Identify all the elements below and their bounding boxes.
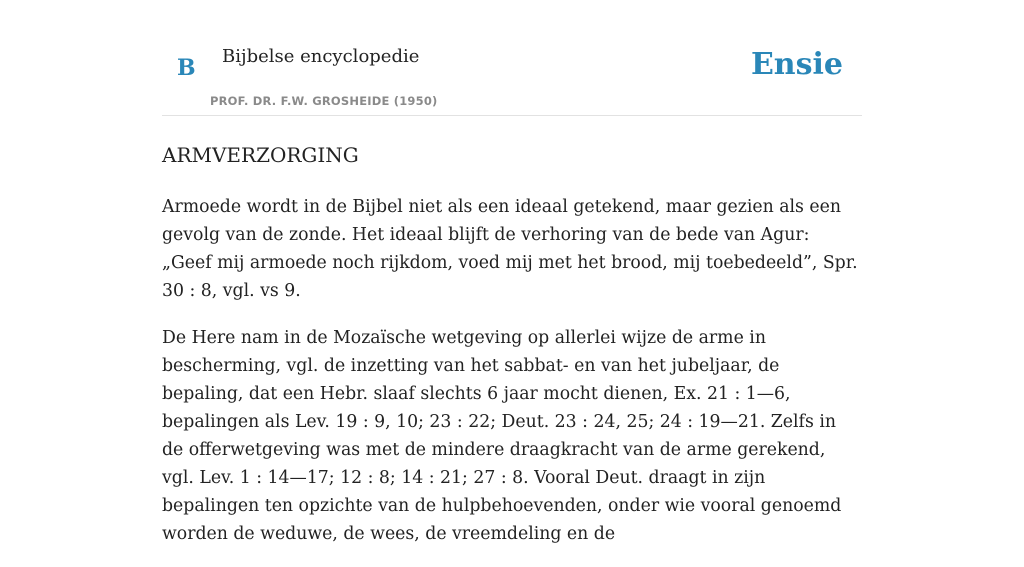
book-title-link[interactable]: Bijbelse encyclopedie bbox=[222, 46, 420, 67]
article-paragraph: Armoede wordt in de Bijbel niet als een ideaal getekend, maar gezien als een gevolg van de zonde. Het ideaal blijft de verhoring van de bede van Agur: „Geef mij armoede noch rijkdom, voed mij met het brood, mij toebedeeld”, Spr. 30 : 8, vgl. vs 9. bbox=[162, 197, 858, 301]
site-header bbox=[162, 0, 862, 116]
book-logo-letter[interactable]: B bbox=[177, 55, 196, 81]
article-title: ARMVERZORGING bbox=[162, 143, 359, 167]
brand-logo-link[interactable]: Ensie bbox=[750, 47, 843, 82]
book-author: PROF. DR. F.W. GROSHEIDE (1950) bbox=[210, 94, 438, 108]
article-body bbox=[162, 139, 862, 567]
article-paragraph: De Here nam in de Mozaïsche wetgeving op allerlei wijze de arme in bescherming, vgl. de inzetting van het sabbat- en van het jubeljaar, de bepaling, dat een Hebr. slaaf slechts 6 jaar mocht dienen, Ex. 21 : 1—6, bepalingen als Lev. 19 : 9, 10; 23 : 22; Deut. 23 : 24, 25; 24 : 19—21. Zelfs in de offerwetgeving was met de mindere draagkracht van de arme gerekend, vgl. Lev. 1 : 14—17; 12 : 8; 14 : 21; 27 : 8. Vooral Deut. draagt in zijn bepalingen ten opzichte van de hulpbehoevenden, onder wie vooral genoemd worden de weduwe, de wees, de vreemdeling en de bbox=[162, 328, 842, 544]
